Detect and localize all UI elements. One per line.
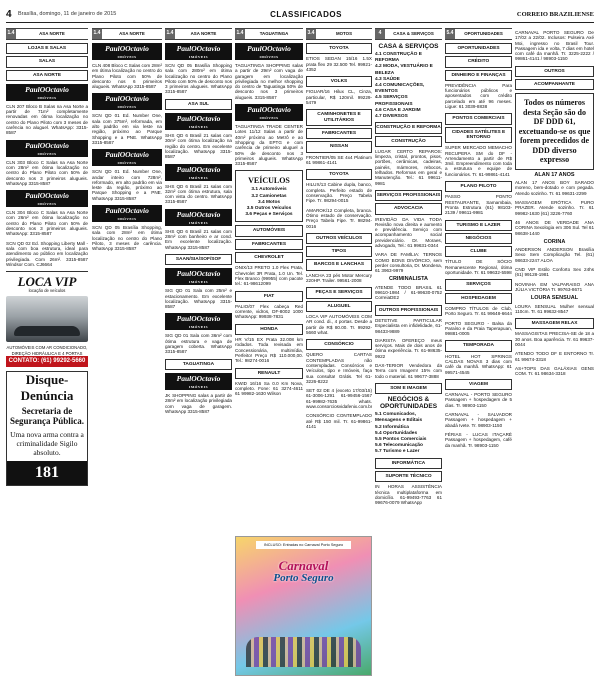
classified-ad: CLN 207 Bloco B Salas na Asa Norte a partir de 71m² completamente renovadas em ótima localização no centro do Plano Piloto com 3 meses de carência no aluguel. WhatsApp: 3315-8587 [6,103,88,136]
vehicles-section [235,170,303,222]
banner-subtitle: Porto Seguro [273,572,334,585]
classified-ad: ANDERSON ANDERSON Brasília Sexo Sem Complicação Tel. (61) 98633-2247 ALOA [515,247,594,263]
ad-heading: CRIMINALISTA [388,276,428,283]
locavip-brand: LOCA VIP [17,274,77,290]
column-8 [515,26,594,676]
advertiser-logo: PaulOOctavio IMÓVEIS [235,43,303,60]
classified-ad: PREVIDÊNCIA Para funcionários públicos e aposentados com crédito parcelado em até 96 meses. Ligue: 61 3039-8838 [445,82,512,110]
subcategory-label: MASSAGEM RELAX [515,318,594,329]
banner-title: Carnaval [278,558,329,574]
advertiser-logo: PaulOOctavio IMÓVEIS [165,43,232,60]
subcategory-label: FIAT [235,291,303,302]
classified-ad: CND VIP Estilo Conforto Sex 24hs (61) 99128-1981 [515,267,594,278]
classified-ad: JK SHOPPING salas a partir de 28m² em localização privilegiada com vaga de garagem. WhatsApp 3315-8587 [165,392,232,414]
category-header: 1.4 ASA NORTE [165,28,232,40]
subcategory-label: RENAULT [235,368,303,379]
classified-ad: SET 02 DE 4 (exceto 17/03/15) 61-3006-1291 61-99456-1567 61-99982-7635 whats. www.consorciosvidafenix.com.br [306,388,372,410]
classified-ad: LOURA SENSUAL Mulher sensual 110cm. Tr. 61 99632-8547 [515,303,594,314]
classified-ad: FRONTIER/05 SE 4x4 Platinum 61 99861-4141 [306,154,372,165]
subcategory-label: OUTROS [515,66,594,77]
locavip-ad [6,271,88,367]
locavip-tagline: locação de veículos [28,288,66,294]
classified-ad: SCN QD 05 Brasília Shopping, sala com 28m² em ótima localização no centro do Plano Piloto, 3 meses de carência. WhatsApp 3315-8587 [92,225,162,252]
category-header: 3.4 MOTOS [306,28,372,40]
ad-heading: LOURA SENSUAL [530,295,579,302]
negocios-title: NEGÓCIOS & OPORTUNIDADES [379,396,438,411]
classified-ad: PORTO SEGURO - Balsa da Paraíso e da Praia Taperapuan, 99881-0005 [445,320,512,337]
classified-ad: TAGUATINGA SHOPPING salas a partir de 29m² com vaga de garagem em localização privilegiada no melhor shopping do centro de Taguatinga 50% de desconto nos 3 primeiros alugueis. 3315-8587 [235,63,303,100]
subcategory-label: TOYOTA [306,43,372,54]
category-number: 1.4 [6,29,16,39]
classified-ad: LANCHA 23 pés Motor Mercury 220HP. Trailer. 99561-2008 [306,272,372,284]
classified-ad: IREVIDÃO DA VIDA TODA Revisão nova direita e aumento e previdência. Serviço com acompanhamento social previdenciário. Dr. Moraes, advogado, Tel.: 61 99631-0344 [375,216,442,248]
subcategory-label: CHEVROLET [235,252,303,263]
classified-ad: AMAROK/12 Completa, branca. Ótimo estado de conservação. Preço Tabela Fipe. Tr. 98294-0016 [306,207,372,229]
classified-ad: HR V/15 EX Prata 32.008 km rodados. Toda revisada em Concessionária, multimídia, Perfeito! Preço R$ 110.000,00. Tel.: 98274-0016 [235,337,303,364]
advertiser-logo: PaulOOctavio IMÓVEIS [165,373,232,390]
subcategory-label: HONDA [235,324,303,335]
column-2 [92,26,162,676]
ad-heading: CORINA [543,238,566,245]
classified-ad: SCN QD 01 Ed. Number One, andar inteiro com 728m², reformado, em alto padrão em via leste da região, próximo ao Parque Shopping e a PNE. WhatsApp 3315-8587 [92,169,162,201]
category-header: 1.4 TAGUATINGA [235,28,303,40]
category-header: 1.4 ASA NORTE [92,28,162,40]
classified-ad: NOVINHA EM VALPARAISO ANA JÚLIA VICTÓRIA Tr. 99763-8671 [515,281,594,292]
subcategory-label: INFORMÁTICA [375,458,442,469]
subcategory-label: SUPORTE TÉCNICO [375,471,442,482]
subcategory-label: AUTOMÓVEIS [235,225,303,236]
classified-ad: CARNAVAL - SALVADOR Passagem + hospedagem + abadá Ivete. Tr. 98903-1150 [445,412,512,428]
subcategory-label: CONSTRUÇÃO [375,136,442,147]
advertiser-logo: PaulOOctavio IMÓVEIS [235,104,303,121]
subcategory-label: VIAGEM [445,379,512,390]
classified-ad: SIG QD 01 Sala com 36m² com ótima estrutura e vaga de garagem coberta. WhatsApp 3315-8587 [165,333,232,355]
category-header [6,28,88,40]
classified-ad: COMPRO TÍTULOS de Club, Porto Seguro. Tr. 61 99648-6644 [445,305,512,317]
advertiser-logo: PaulOOctavio IMÓVEIS [165,313,232,330]
disque-denuncia-ad [6,371,88,486]
subcategory-label: NEGÓCIOS [445,233,512,244]
classified-ad: AS+TOPS DAS GALÁXIAS GENS COM. Tr. 61 98634-3318 [515,365,594,377]
classified-ad: SCN QD 05 Brasília Shopping sala com 280m² em ótima localização no centro do Plano Piloto com 50% de desconto nos 3 primeiros alugueis. WhatsApp 3315-8587 [165,63,232,95]
page-number: 4 [6,8,12,20]
vehicles-title: VEÍCULOS [248,176,290,186]
advertiser-logo: PaulOOctavio IMÓVEIS [6,84,88,101]
column-6 [375,26,442,676]
banner-included: INCLUSO: Entradas no Carnaval Porto Seguro [256,541,351,549]
classified-ad: IN HORAS ASSISTÊNCIA técnica multiplataforma em domicílio. 61-99493-7763 61 99676-0079 WhatsApp [375,484,442,506]
classified-ad: VARA DE FAMÍLIA: TERNOS COMO BONS DIVÓRCIO, sem perder consultoria, Dr. Mondena, 61 3963-9979 [375,252,442,274]
subcategory-label: FABRICANTES [235,239,303,250]
subcategory-label: LOJAS E SALAS [6,43,88,54]
classified-ad: CONSÓRCIO CONTEMPLADO até R$ 150 mil. Tr. 61-99861-4141 [306,413,372,429]
classified-ad: PALIO/07 Flex cabeça Red corrente, vidros, DF-8002 1000 WhatsApp: 99938-7831 [235,303,303,320]
classified-ad: ATENDE TODO BRASIL 61 99610-1984 / 61-99630-0752 CorreiaDE2 [375,284,442,301]
classified-ad: SUPER MERCADO MEMACHO RECUPERA SM do DF - Arrendamento a partir de R$ 3mil. Empreendimento com toda a estrutura e equipe de funcionários. Tr. 61-99861-4141 [445,145,512,177]
classified-ad: KWID 16/16 Sa 0.0 Km Nova, completo. Fone: 61 3274-4611 61 99982-1630 Wilson [235,380,303,397]
classified-ad: ETIOS SEDAN 15/16 1.5X prata flex 29 32.500 Tel. 99921-4352 [306,56,372,72]
subcategory-label: ACOMPANHANTE [515,79,594,90]
ad-heading: ALAN 17 ANOS [534,171,575,178]
locavip-cars-text: AUTOMÓVEIS COM AR CONDICIONADO, DIREÇÃO HIDRÁULICA E 4 PORTAS [6,345,88,356]
classified-ad: DAX-TERIOR Vendedora da Terra com Imagem! 15% com todo o material. 61 99677-3888 [375,363,442,379]
newspaper-name: CORREIO BRAZILIENSE [516,10,594,18]
subcategory-label: SERVIÇOS PROFISSIONAIS [375,190,442,201]
classified-ad: HILUX/13 Cabine dupla, banco, completa. Perfeito estado de conservação. Preço Tabela Fipe. Tr. 98294-0015 [306,182,372,204]
subcategory-label: BARCOS E LANCHAS [306,259,372,270]
classified-ad: DETETIVE PARTICULAR Especialista em infidelidade, 61-98433-9889 [375,317,442,334]
classified-ad: TÍTULO DE SÓCIO Remanescente Regional, ótima oportunidade. Tr. 61 99632-5598 [445,259,512,276]
classified-ad: SHS QD 6 Brasil 21 salas com 28m² com banheiro e ar cond. Em excelente localização. WhatsApp 3315-8587 [165,228,232,250]
column-3 [165,26,232,676]
column-1 [6,26,88,676]
classified-ad: HOTEL HOT SPRINGS CALDAS NOVAS 3 dias com café da manhã. WhatsApp: 61 99571-4545 [445,353,512,375]
subcategory-label: SALAS [6,56,88,67]
subcategory-label: OPORTUNIDADES [445,43,512,54]
subcategory-label: OUTROS VEÍCULOS [306,233,372,244]
classified-ad: QUERO CARTAS CONTEMPLADAS não contempladas. Consórcios e Veículos, tipo e Imóveis, faça sua consulta! Grátis. Tel 61-3226-8222 [306,352,372,384]
cars-image [6,296,88,342]
classified-ad: CARNAVAL PORTO SEGURO De 17/02 a 22/02. Inclusos: Pulseira Axé Moi, ingresso no Brasil Tour. Passagem ida e volta, 7 dias em hotel com café da manhã. Tr. 3225-2222 / 99861-4141 / 98903-1150 [515,30,594,62]
advertiser-logo: PaulOOctavio IMÓVEIS [165,164,232,181]
subcategory-label: ASA NORTE [6,70,88,81]
subcategory-label: OUTROS PROFISSIONAIS [375,305,442,316]
classified-ad: 46 ANOS DE VERDADE ANA CORINA Sexologia em 306 Sul. Tel 61 98638-1440 [515,219,594,236]
classified-ad: LUGAR CERTO REPAROS: limpeza, cristal, prontos, pisos, portões, cerâmicas, cadeiras, painéis, mármores, rebocos, telhados. Reformas em geral e Manutenção. Tel.: 61 99611-9981 [375,148,442,186]
classified-ad: SCN QD 01 Ed. Number One, sala com 375m², reformada, em alto padrão em via leste na região, próximo ao Parque Shopping e a PNE. WhatsApp 3315-8587 [92,113,162,145]
category-name: ASA NORTE [39,31,65,37]
dd-phone: 181 [7,461,87,485]
column-5 [306,26,372,676]
subcategory-label: CRÉDITO [445,56,512,67]
advertiser-logo: PaulOOctavio IMÓVEIS [165,113,232,130]
classified-ad: ONIX/13 PRETO 1.0 Flex Prata, Chevrolet 3R Prata, 1.0 Un. Tel. Flex Branco (99955) com pacote tel.: 61-98612099 [235,265,303,287]
negocios-list: 5.1 Comunicados, Mensagens e Editais 5.2 Informática 5.4 Oportunidades 5.5 Pontos Comerciais 5.6 Telecomunicação 5.7 Turismo e Lazer [375,412,427,455]
subcategory-label: VOLKS [306,76,372,87]
advertiser-logo: PaulOOctavio IMÓVEIS [92,205,162,222]
ddd-notice: Todos os números desta Seção são do DF DDD 61, excetuando-se os que forem precedidos de DDD diverso expresso [515,93,594,170]
subcategory-label: HOSPEDAGEM [445,293,512,304]
subcategory-label: CLUBE [445,246,512,257]
classified-ad: CLN 303 Bloco C Salas na Asa Norte com 28m² em ótima localização no centro do Plano Piloto com 50% de desconto nos 3 primeiros alugueis. WhatsApp 3315-8587 [6,159,88,186]
subcategory-label: CAMINHONETES E UTILITÁRIOS [306,109,372,126]
subcategory-label: TAGUATINGA [165,359,232,370]
subcategory-label: ADVOCACIA [375,203,442,214]
classified-ad: CLN 304 Bloco C Salas na Asa Norte com 26m² em ótima localização no centro do Plano Piloto com 50% de desconto nos 3 primeiros alugueis. WhatsApp: 3315-8587 [6,210,88,237]
subcategory-label: SOM E IMAGEM [375,383,442,394]
subcategory-label: TEMPORADA [445,340,512,351]
subcategory-label: ALUGUEL [306,301,372,312]
advertiser-logo: PaulOOctavio IMÓVEIS [6,140,88,157]
subcategory-label: SERVIÇOS [445,279,512,290]
subcategory-label: FABRICANTES [306,128,372,139]
classified-ad: DIARISTA OFEREÇO meus serviços. Mais de dois anos de ótima experiência. Tr. 61-98635-9922 [375,337,442,359]
dd-subtitle: Secretaria de Segurança Pública. [9,406,84,427]
subcategory-label: TOYOTA [306,169,372,180]
section-title: CLASSIFICADOS [270,9,342,19]
classified-ad: SCN QD 02 Ed. Shopping Liberty Mall - sala com boa estrutura, ideal para atendimento ao público em localização privilegiada. Com 26m². 3315-8587 Windsor Com. CJ6664 [6,240,88,267]
classified-ad: FÉRIAS - LUCAS ITAÇARÉ Passagem + hospedagem, café da manhã. Tr. 98903-1150 [445,431,512,448]
vehicles-list: 3.1 Automóveis 3.2 Camionetas 3.4 Motos 3.5 Outros Veículos 3.6 Peças e Serviços [245,187,293,218]
advertiser-logo: PaulOOctavio IMÓVEIS [92,93,162,110]
subcategory-label: CONSÓRCIO [306,339,372,350]
dd-title: Disque-Denúncia [20,372,74,404]
page-header [6,6,594,23]
subcategory-label: PONTOS COMERCIAIS [445,113,512,124]
dd-slogan: Uma nova arma contra a criminalidade Sigilo absoluto. [10,430,84,458]
classified-ad: PASSO PONTO RESTAURANTE, Samambaia, Pronta Estrutura (61) 98103-2139 / 99611-9981 [445,194,512,216]
classified-ad: MASSAGEM ERÓTICA PURO PRAZER. Atende sozinho. Tr. 61 99982-1630 (61) 3226-7760 [515,200,594,216]
subcategory-label: ASA SUL [165,99,232,110]
classified-ad: FIGUAR/16 Hilux CL, Cinza, particular, R$ 120mil. 99229-5479 [306,89,372,106]
casa-servicos-list: 4.1 CONSTRUÇÃO E REFORMA 4.2 MODA, VESTUÁRIO E BELEZA 4.3 SAÚDE 4.4 COMUNICAÇÕES, EVENTOS 4.5 SERVIÇOS PROFISSIONAIS 4.6 CASA E JARDIM 4.7 DIVERSOS [375,52,433,120]
subcategory-label: TURISMO E LAZER [445,220,512,231]
column-7 [445,26,512,676]
classified-ad: SHS QD 6 Brasil 21 salas com 30m² com ótima localização na região do centro. Em excelente localização. WhatsApp 3315-8587 [165,133,232,160]
subcategory-label: PLANO PILOTO [445,181,512,192]
classified-ad: ALAN 17 ANOS BOY SARADO moreno, bem-dotado e com pegada. Atendo sozinho. Tr. 61 99631-2299 [515,180,594,196]
subcategory-label: SAAN/SIA/SOF/SOF [165,254,232,265]
column-4 [235,26,303,534]
advertiser-logo: PaulOOctavio IMÓVEIS [6,190,88,207]
advertiser-logo: PaulOOctavio IMÓVEIS [92,43,162,60]
advertiser-logo: PaulOOctavio IMÓVEIS [165,268,232,285]
classified-ad: CARNAVAL - PORTO SEGURO Passagem + hospedagem de 5 dias. Tr. 98903-1150 [445,392,512,408]
classified-ad: MASSAGISTAS PRECISA-SE de 18 a 30 anos. Boa aparência. Tr. 61 99637-0044 [515,331,594,347]
classified-ad: SIG QD 01 Sala com 25m² e estacionamento. Em excelente localização. WhatsApp 3315-8587 [165,288,232,310]
subcategory-label: TIPOS [306,246,372,257]
subcategory-label: CONSTRUÇÃO E REFORMA [375,122,442,133]
category-header: 4 CASA & SERVIÇOS [375,28,442,40]
classified-ad: LOCA VIP AUTOMÓVEIS COM AR cond. di., 4 portas. Desde a partir de R$ 80.00. Tr. 99292-5660 what. [306,313,372,335]
page-date: Brasília, domingo, 11 de janeiro de 2015 [18,11,117,17]
casa-servicos-title: CASA & SERVIÇOS [378,43,439,50]
subcategory-label: NISSAN [306,141,372,152]
subcategory-label: PEÇAS E SERVIÇOS [306,287,372,298]
subcategory-label: DINHEIRO E FINANÇAS [445,70,512,81]
classified-ad: TAGUATINGA TRADE CENTER Lotes 11/12 Salas a partir de 40m² próximo ao Metrô e ao Shopping da EPTG e com carência de primeiro aluguel a 50% de desconto nos 3 primeiros alugueis. WhatsApp 3315-8587 [235,124,303,167]
advertiser-logo: PaulOOctavio IMÓVEIS [165,209,232,226]
advertiser-logo: PaulOOctavio IMÓVEIS [92,149,162,166]
subcategory-label: CIDADES SATÉLITES E ENTORNO [445,127,512,144]
classified-ad: SHS QD 6 Brasil 21 salas com 32m² com ótima estrutura, sala com vista do centro. WhatsApp 3315-8587 [165,183,232,205]
classified-ad: ATENDO TODO DF E ENTORNO Tr. 61 99674-3318 [515,351,594,362]
category-header: 5.4 OPORTUNIDADES [445,28,512,40]
classified-ad: CLN 408 Bloco C Salas com 28m² em ótima localização no centro do Plano Piloto com 50% de desconto nos 6 primeiros alugueis. WhatsApp 3315-8587 [92,63,162,90]
locavip-contact: CONTATO: (61) 99292-5660 [6,356,88,367]
